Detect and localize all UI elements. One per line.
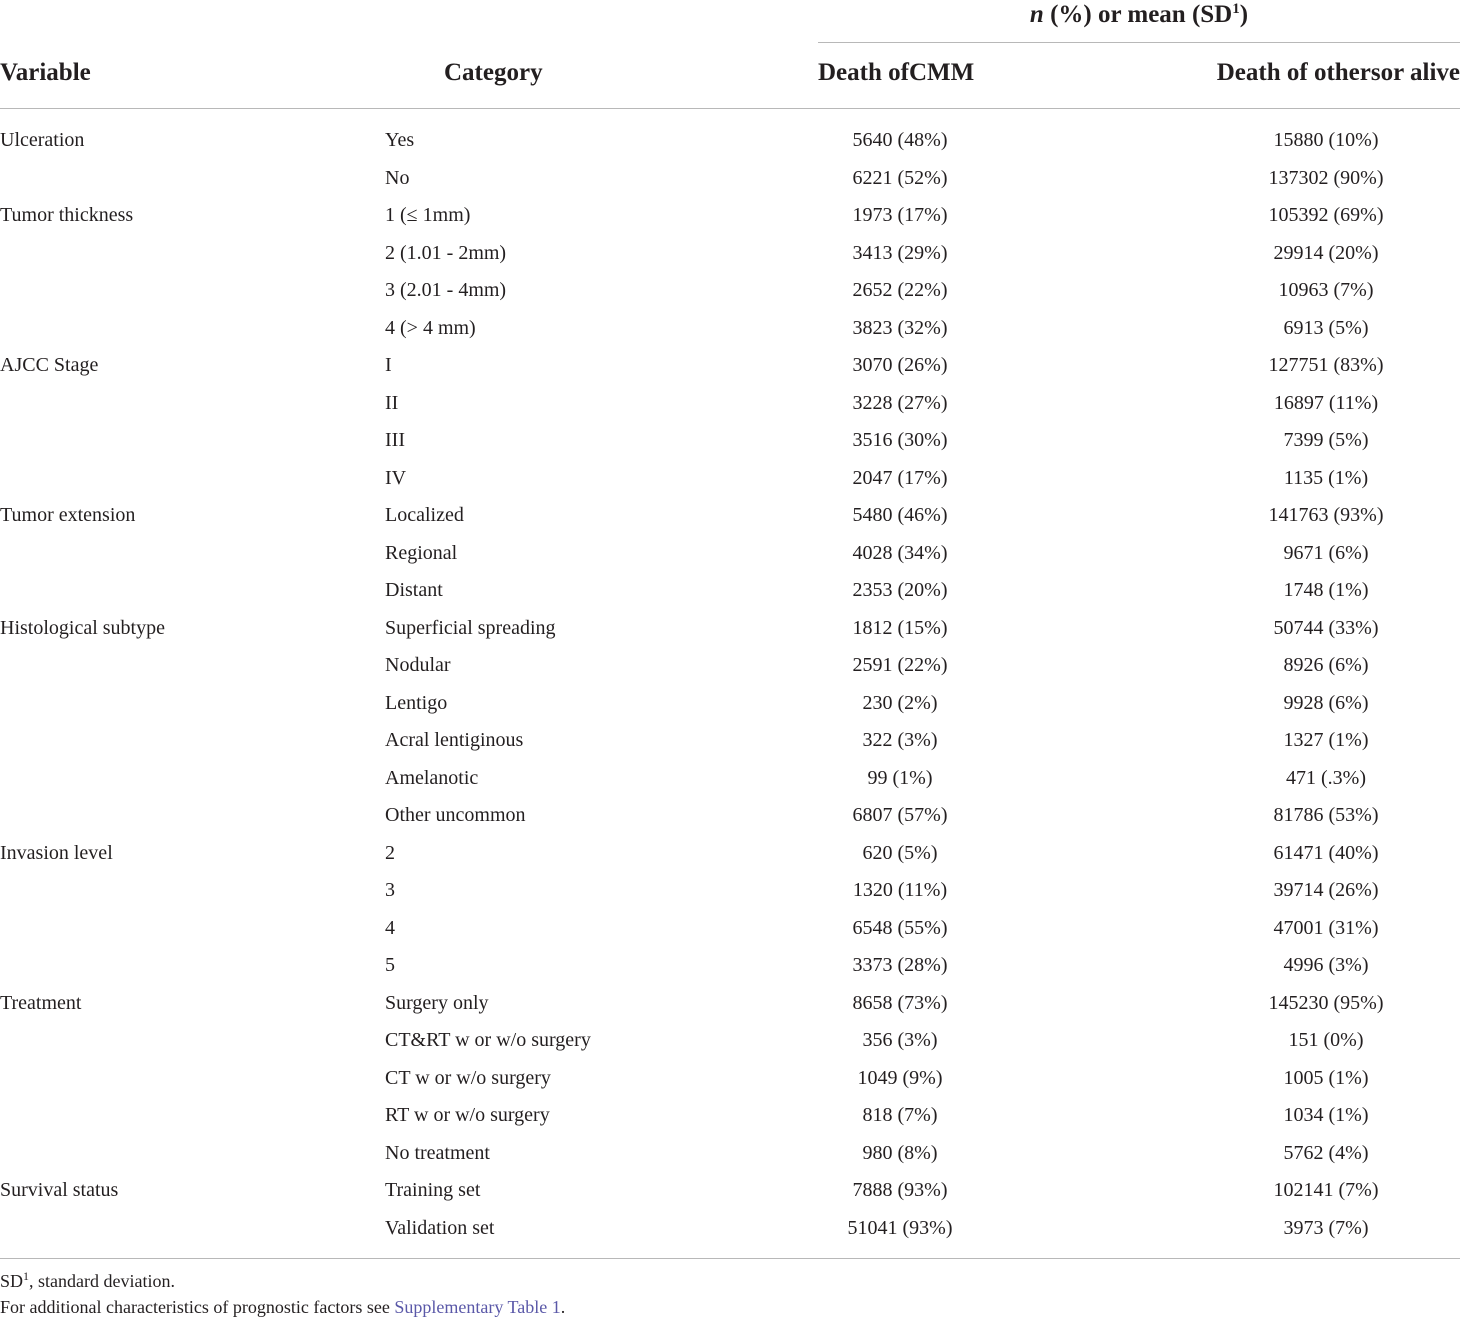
cell-death-cmm: 6807 (57%) (852, 804, 948, 826)
cell-category: 2 (385, 841, 395, 864)
table-bottom-rule (0, 1258, 1460, 1259)
column-header-death-cmm: Death ofCMM (818, 59, 975, 86)
cell-category: Lentigo (385, 691, 448, 714)
cell-category: 3 (385, 879, 395, 901)
cell-category: 1 (≤ 1mm) (385, 204, 471, 226)
column-header-death-others: Death of othersor alive (1216, 59, 1460, 86)
table-row (0, 685, 1460, 723)
cell-death-others: 1005 (1%) (1283, 1066, 1369, 1089)
cell-category: 3 (2.01 - 4mm) (385, 279, 507, 301)
cell-death-others: 3973 (7%) (1283, 1216, 1369, 1239)
cell-death-others: 29914 (20%) (1273, 241, 1379, 264)
column-header-variable: Variable (0, 59, 91, 86)
table-row (0, 235, 1460, 273)
cell-category: 5 (385, 954, 395, 976)
column-header-category: Category (444, 59, 543, 86)
table-row (0, 722, 1460, 760)
header-bottom-rule (0, 108, 1460, 109)
cell-death-cmm: 3070 (26%) (852, 354, 948, 376)
table-row (0, 197, 1460, 235)
table-row (0, 647, 1460, 685)
cell-death-others: 9928 (6%) (1283, 691, 1369, 714)
cell-death-others: 151 (0%) (1288, 1029, 1364, 1051)
table-row (0, 610, 1460, 648)
cell-death-cmm: 2353 (20%) (852, 579, 948, 601)
table-row (0, 797, 1460, 835)
cell-category: III (385, 429, 405, 451)
cell-death-cmm: 2591 (22%) (852, 654, 948, 676)
footnote-sd (0, 1268, 565, 1294)
cell-category: Acral lentiginous (385, 729, 524, 751)
cell-death-others: 5762 (4%) (1283, 1141, 1369, 1164)
cell-category: Distant (385, 579, 443, 601)
cell-death-cmm: 1320 (11%) (852, 879, 948, 901)
cell-death-cmm: 322 (3%) (862, 729, 938, 751)
supplementary-table-link[interactable]: Supplementary Table 1 (394, 1297, 561, 1317)
cell-variable: Tumor thickness (0, 204, 134, 226)
group-header-close: ) (1239, 1, 1249, 28)
footnote-additional (0, 1294, 565, 1320)
table-row (0, 910, 1460, 948)
cell-death-others: 10963 (7%) (1278, 279, 1374, 301)
table-row (0, 1097, 1460, 1135)
cell-death-cmm: 51041 (93%) (847, 1216, 953, 1239)
table-row (0, 347, 1460, 385)
cell-death-others: 39714 (26%) (1273, 879, 1379, 901)
cell-death-others: 50744 (33%) (1273, 616, 1379, 639)
cell-death-cmm: 2047 (17%) (852, 466, 948, 489)
cell-death-cmm: 3516 (30%) (852, 429, 948, 451)
table-row (0, 1172, 1460, 1210)
cell-category: Other uncommon (385, 804, 526, 826)
table-row (0, 497, 1460, 535)
cell-category: CT w or w/o surgery (385, 1066, 551, 1089)
cell-category: RT w or w/o surgery (385, 1104, 550, 1126)
cell-death-others: 145230 (95%) (1268, 991, 1384, 1014)
cell-category: II (385, 391, 399, 414)
cell-category: Yes (385, 129, 415, 151)
group-header-text: (%) or mean (SD (1043, 1, 1233, 28)
cell-death-cmm: 980 (8%) (862, 1141, 938, 1164)
table-row (0, 385, 1460, 423)
table-row (0, 985, 1460, 1023)
cell-category: Training set (385, 1179, 481, 1201)
cell-death-others: 16897 (11%) (1273, 391, 1379, 414)
cell-death-cmm: 3413 (29%) (852, 241, 948, 264)
table-row (0, 272, 1460, 310)
cell-death-others: 1748 (1%) (1283, 579, 1369, 601)
cell-category: Surgery only (385, 991, 489, 1014)
cell-variable: AJCC Stage (0, 354, 99, 376)
table-row (0, 310, 1460, 348)
cell-death-others: 61471 (40%) (1273, 841, 1379, 864)
cell-death-others: 9671 (6%) (1283, 541, 1369, 564)
cell-variable: Ulceration (0, 129, 85, 151)
cell-death-others: 4996 (3%) (1283, 954, 1369, 976)
cell-category: I (385, 354, 392, 376)
table-row (0, 760, 1460, 798)
cell-category: Regional (385, 541, 458, 564)
cell-death-others: 471 (.3%) (1286, 766, 1366, 789)
cell-death-cmm: 8658 (73%) (852, 991, 948, 1014)
cell-death-cmm: 5640 (48%) (852, 129, 948, 151)
cell-category: No treatment (385, 1141, 490, 1164)
table-row (0, 1210, 1460, 1248)
cell-death-others: 15880 (10%) (1273, 129, 1379, 151)
cell-variable: Tumor extension (0, 504, 136, 526)
cell-category: CT&RT w or w/o surgery (385, 1029, 591, 1051)
cell-death-others: 47001 (31%) (1273, 916, 1379, 939)
table-row (0, 1060, 1460, 1098)
cell-death-others: 6913 (5%) (1283, 316, 1369, 339)
cell-death-others: 8926 (6%) (1283, 654, 1369, 676)
cell-category: Localized (385, 504, 464, 526)
cell-category: IV (385, 466, 407, 489)
group-header-rule (818, 42, 1460, 43)
table-row (0, 535, 1460, 573)
cell-death-others: 127751 (83%) (1268, 354, 1384, 376)
cell-death-cmm: 4028 (34%) (852, 541, 948, 564)
table-row (0, 572, 1460, 610)
cell-category: 4 (385, 916, 395, 939)
cell-category: Amelanotic (385, 766, 479, 789)
cell-death-cmm: 3373 (28%) (852, 954, 948, 976)
cell-variable: Survival status (0, 1179, 119, 1201)
group-header (818, 0, 1460, 38)
cell-death-others: 81786 (53%) (1273, 804, 1379, 826)
cell-variable: Treatment (0, 991, 82, 1014)
cell-death-cmm: 2652 (22%) (852, 279, 948, 301)
cell-death-cmm: 230 (2%) (862, 691, 938, 714)
cell-death-others: 1034 (1%) (1283, 1104, 1369, 1126)
table-row (0, 422, 1460, 460)
table-row (0, 872, 1460, 910)
cell-category: Nodular (385, 654, 451, 676)
cell-death-others: 141763 (93%) (1268, 504, 1384, 526)
cell-death-others: 105392 (69%) (1268, 204, 1384, 226)
footnote-sd-prefix: SD (0, 1271, 24, 1291)
cell-death-cmm: 1049 (9%) (857, 1066, 943, 1089)
footnote-sd-sup: 1 (23, 1269, 30, 1283)
cell-death-others: 1327 (1%) (1283, 729, 1369, 751)
cell-death-cmm: 7888 (93%) (852, 1179, 948, 1201)
cell-death-cmm: 1812 (15%) (852, 616, 948, 639)
table-row (0, 122, 1460, 160)
footnote-additional-suffix: . (560, 1297, 566, 1317)
cell-death-cmm: 3823 (32%) (852, 316, 948, 339)
table-body (0, 122, 1460, 1247)
cell-death-cmm: 356 (3%) (862, 1029, 938, 1051)
cell-category: No (385, 166, 410, 189)
cell-death-cmm: 620 (5%) (862, 841, 938, 864)
cell-death-cmm: 6221 (52%) (852, 166, 948, 189)
table-row (0, 835, 1460, 873)
table-row (0, 947, 1460, 985)
cell-category: 2 (1.01 - 2mm) (385, 241, 507, 264)
footnotes (0, 1268, 565, 1320)
cell-death-cmm: 99 (1%) (867, 766, 933, 789)
footnote-additional-prefix: For additional characteristics of prognostic factors see (0, 1297, 395, 1317)
cell-death-cmm: 818 (7%) (862, 1104, 938, 1126)
cell-category: Validation set (385, 1216, 495, 1239)
table-row (0, 1022, 1460, 1060)
cell-death-others: 102141 (7%) (1273, 1179, 1379, 1201)
cell-death-others: 1135 (1%) (1283, 466, 1369, 489)
cell-death-cmm: 5480 (46%) (852, 504, 948, 526)
table-row (0, 460, 1460, 498)
table-row (0, 160, 1460, 198)
group-header-n: n (1029, 1, 1044, 28)
cell-category: Superficial spreading (385, 616, 556, 639)
cell-death-cmm: 1973 (17%) (852, 204, 948, 226)
cell-category: 4 (> 4 mm) (385, 316, 476, 339)
cell-death-others: 7399 (5%) (1283, 429, 1369, 451)
table-row (0, 1135, 1460, 1173)
cell-variable: Histological subtype (0, 616, 165, 639)
footnote-sd-text: , standard deviation. (29, 1271, 175, 1291)
cell-death-cmm: 3228 (27%) (852, 391, 948, 414)
cell-variable: Invasion level (0, 841, 113, 864)
group-header-sup: 1 (1232, 1, 1240, 17)
cell-death-others: 137302 (90%) (1268, 166, 1384, 189)
cell-death-cmm: 6548 (55%) (852, 916, 948, 939)
